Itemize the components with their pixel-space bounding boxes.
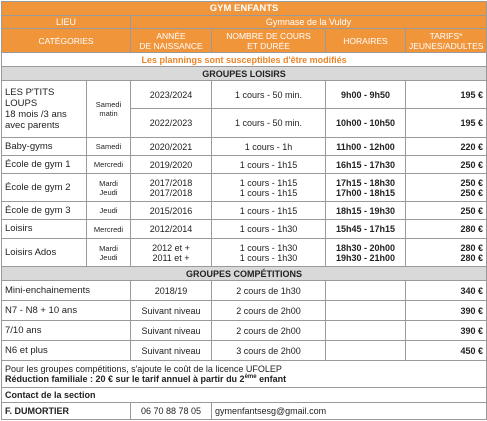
footer-notes (2, 361, 487, 388)
lieu-value: Gymnase de la Vuldy (131, 16, 487, 29)
cours-loisirs-ados-line1: 1 cours - 1h30 (239, 242, 298, 253)
horaire-competition-empty (326, 341, 406, 361)
annee-ecole-2-line2: 2017/2018 (149, 187, 193, 198)
tarif-competition: 450 € (406, 341, 487, 361)
annee-ptits-loups-b: 2022/2023 (131, 109, 212, 138)
header-categories: CATÉGORIES (2, 29, 131, 53)
day-loisirs-ados-line1: Mardi (99, 243, 118, 253)
header-nombre (212, 29, 326, 53)
reduction-note-end: enfant (256, 374, 287, 384)
header-tarifs (406, 29, 487, 53)
cours-competition: 2 cours de 2h00 (212, 321, 326, 341)
cat-competition: N7 - N8 + 10 ans (2, 301, 131, 321)
licence-note: Pour les groupes compétitions, s'ajoute le coût de la licence UFOLEP (5, 364, 282, 374)
horaire-loisirs-ados-line2: 19h30 - 21h00 (335, 252, 396, 263)
annee-competition: 2018/19 (131, 281, 212, 301)
horaire-ecole-2-line1: 17h15 - 18h30 (335, 177, 396, 188)
cours-baby-gyms: 1 cours - 1h (212, 138, 326, 156)
cat-loisirs: Loisirs (2, 220, 87, 239)
contact-name: F. DUMORTIER (2, 403, 131, 420)
cat-competition: N6 et plus (2, 341, 131, 361)
reduction-note (5, 374, 286, 384)
cours-ecole-2 (212, 174, 326, 202)
header-nombre-line2: ET DURÉE (247, 40, 290, 51)
cours-loisirs-ados (212, 239, 326, 267)
cours-ecole-2-line2: 1 cours - 1h15 (239, 187, 298, 198)
annee-loisirs-ados-line2: 2011 et + (152, 252, 190, 263)
cours-ptits-loups-b: 1 cours - 50 min. (212, 109, 326, 138)
annee-ptits-loups-a: 2023/2024 (131, 81, 212, 109)
day-ptits-loups (87, 81, 131, 138)
contact-email[interactable]: gymenfantsesg@gmail.com (212, 403, 487, 420)
tarif-ecole-2-line1: 250 € (460, 177, 484, 188)
cat-loisirs-ados: Loisirs Ados (2, 239, 87, 267)
cours-ecole-3: 1 cours - 1h15 (212, 202, 326, 220)
tarif-ecole-2-line2: 250 € (460, 187, 484, 198)
cours-competition: 2 cours de 1h30 (212, 281, 326, 301)
annee-competition: Suivant niveau (131, 301, 212, 321)
annee-competition: Suivant niveau (131, 341, 212, 361)
header-tarifs-line2: JEUNES/ADULTES (409, 40, 484, 51)
annee-baby-gyms: 2020/2021 (131, 138, 212, 156)
cat-ecole-2: École de gym 2 (2, 174, 87, 202)
cat-baby-gyms: Baby-gyms (2, 138, 87, 156)
annee-competition: Suivant niveau (131, 321, 212, 341)
annee-ecole-2-line1: 2017/2018 (149, 177, 193, 188)
horaire-ecole-1: 16h15 - 17h30 (326, 156, 406, 174)
horaire-ptits-loups-a: 9h00 - 9h50 (326, 81, 406, 109)
lieu-label: LIEU (2, 16, 131, 29)
cours-competition: 3 cours de 2h00 (212, 341, 326, 361)
header-tarifs-line1: TARIFS* (429, 30, 463, 41)
header-annee (131, 29, 212, 53)
tarif-competition: 390 € (406, 301, 487, 321)
horaire-ptits-loups-b: 10h00 - 10h50 (326, 109, 406, 138)
cat-ecole-1: École de gym 1 (2, 156, 87, 174)
horaire-loisirs-ados-line1: 18h30 - 20h00 (335, 242, 396, 253)
tarif-ecole-2 (406, 174, 487, 202)
annee-ecole-2 (131, 174, 212, 202)
day-ecole-1: Mercredi (87, 156, 131, 174)
tarif-ecole-3: 250 € (406, 202, 487, 220)
cours-ecole-2-line1: 1 cours - 1h15 (239, 177, 298, 188)
annee-ecole-3: 2015/2016 (131, 202, 212, 220)
tarifs-table (1, 1, 487, 420)
tarif-loisirs: 280 € (406, 220, 487, 239)
annee-loisirs-ados-line1: 2012 et + (152, 242, 190, 253)
horaire-ecole-2-line2: 17h00 - 18h15 (335, 187, 396, 198)
cours-loisirs: 1 cours - 1h30 (212, 220, 326, 239)
tarif-loisirs-ados-line2: 280 € (460, 252, 484, 263)
day-ecole-2 (87, 174, 131, 202)
tarif-competition: 340 € (406, 281, 487, 301)
horaire-ecole-3: 18h15 - 19h30 (326, 202, 406, 220)
header-annee-line1: ANNÉE (156, 30, 186, 41)
cours-ptits-loups-a: 1 cours - 50 min. (212, 81, 326, 109)
section-competitions: GROUPES COMPÉTITIONS (2, 267, 487, 281)
horaire-competition-empty (326, 321, 406, 341)
annee-loisirs-ados (131, 239, 212, 267)
cat-ecole-3: École de gym 3 (2, 202, 87, 220)
reduction-note-sup: ème (244, 374, 257, 380)
day-ecole-3: Jeudi (87, 202, 131, 220)
cat-competition: Mini-enchainements (2, 281, 131, 301)
day-loisirs: Mercredi (87, 220, 131, 239)
horaire-ecole-2 (326, 174, 406, 202)
cat-ptits-loups (2, 81, 87, 138)
header-nombre-line1: NOMBRE DE COURS (226, 30, 311, 41)
cours-loisirs-ados-line2: 1 cours - 1h30 (239, 252, 298, 263)
horaire-baby-gyms: 11h00 - 12h00 (326, 138, 406, 156)
reduction-note-text: Réduction familiale : 20 € sur le tarif annuel à partir du 2 (5, 374, 245, 384)
cat-ptits-loups-line3: avec parents (5, 120, 60, 131)
section-loisirs: GROUPES LOISIRS (2, 67, 487, 81)
day-loisirs-ados (87, 239, 131, 267)
day-baby-gyms: Samedi (87, 138, 131, 156)
tarif-ptits-loups-b: 195 € (406, 109, 487, 138)
table-title: GYM ENFANTS (2, 2, 487, 16)
cat-competition: 7/10 ans (2, 321, 131, 341)
horaire-competition-empty (326, 281, 406, 301)
day-ptits-loups-line2: matin (99, 109, 118, 118)
cat-ptits-loups-line2: 18 mois /3 ans (5, 109, 67, 120)
tarif-ptits-loups-a: 195 € (406, 81, 487, 109)
tarif-ecole-1: 250 € (406, 156, 487, 174)
horaire-loisirs: 15h45 - 17h15 (326, 220, 406, 239)
tarif-competition: 390 € (406, 321, 487, 341)
contact-phone[interactable]: 06 70 88 78 05 (131, 403, 212, 420)
day-ecole-2-line1: Mardi (99, 178, 118, 188)
annee-ecole-1: 2019/2020 (131, 156, 212, 174)
horaire-loisirs-ados (326, 239, 406, 267)
tarif-baby-gyms: 220 € (406, 138, 487, 156)
annee-loisirs: 2012/2014 (131, 220, 212, 239)
tarif-loisirs-ados (406, 239, 487, 267)
cat-ptits-loups-line1: LES P'TITS LOUPS (5, 87, 55, 109)
day-ptits-loups-line1: Samedi (95, 100, 122, 109)
header-annee-line2: DE NAISSANCE (139, 40, 203, 51)
cours-competition: 2 cours de 2h00 (212, 301, 326, 321)
day-ecole-2-line2: Jeudi (99, 187, 118, 197)
notice: Les plannings sont susceptibles d'être modifiés (2, 53, 487, 67)
horaire-competition-empty (326, 301, 406, 321)
contact-label: Contact de la section (2, 388, 487, 403)
day-loisirs-ados-line2: Jeudi (99, 252, 118, 262)
cours-ecole-1: 1 cours - 1h15 (212, 156, 326, 174)
header-horaires: HORAIRES (326, 29, 406, 53)
tarif-loisirs-ados-line1: 280 € (460, 242, 484, 253)
